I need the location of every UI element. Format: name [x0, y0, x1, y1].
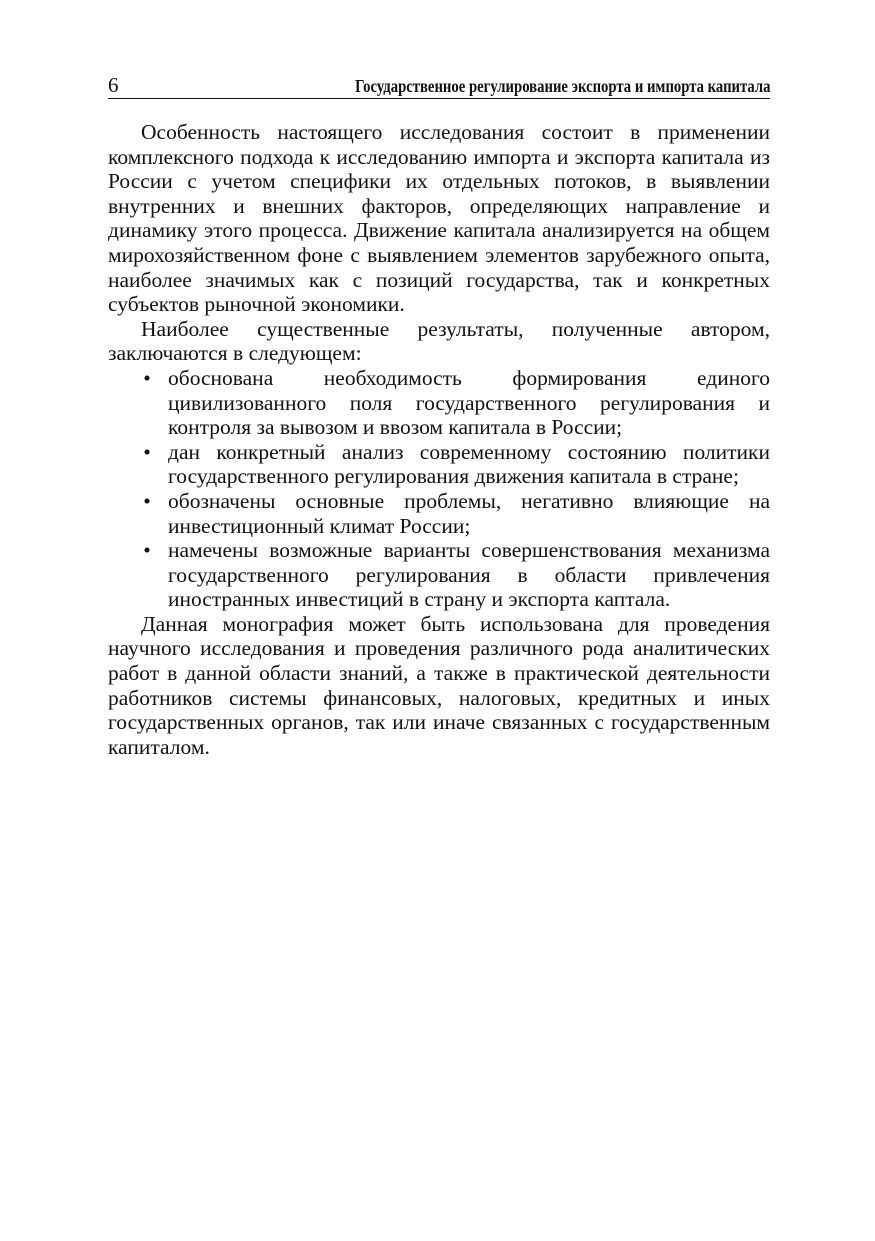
bullet-icon: • [143, 538, 151, 563]
list-item-text: дан конкретный анализ современному состоянию политики государственного регулирования движения капитала в стране; [168, 439, 770, 489]
intro-paragraph: Особенность настоящего исследования состоит в применении комплексного подхода к исследованию импорта и экспорта капитала из России с учетом специфики их отдельных потоков, в выявлении внутренних и внешних факторов, определяющих направление и динамику этого процесса. Движение капитала анализируется на общем мирохозяйственном фоне с выявлением элементов зарубежного опыта, наиболее значимых как с позиций государства, так и конкретных субъектов рыночной экономики. [108, 120, 770, 317]
results-lead-paragraph: Наиболее существенные результаты, полученные автором, заключаются в следующем: [108, 316, 770, 366]
list-item-text: обоснована необходимость формирования единого цивилизованного поля государственного регулирования и контроля за вывозом и ввозом капитала в России; [168, 365, 770, 440]
list-item [143, 538, 770, 612]
list-item-text: намечены возможные варианты совершенствования механизма государственного регулирования в области привлечения иностранных инвестиций в страну и экспорта каптала. [168, 538, 770, 612]
body-text [108, 120, 770, 759]
list-item [143, 365, 770, 440]
results-list [108, 366, 770, 612]
list-item-text: обозначены основные проблемы, негативно влияющие на инвестиционный климат России; [168, 488, 770, 538]
bullet-icon: • [143, 365, 151, 390]
running-header [108, 72, 770, 99]
closing-paragraph: Данная монография может быть использована для проведения научного исследования и проведения различного рода аналитических работ в данной области знаний, а также в практической деятельности работников системы финансовых, налоговых, кредитных и иных государственных органов, так или иначе связанных с государственным капиталом. [108, 611, 770, 759]
page-number: 6 [108, 73, 119, 97]
running-title: Государственное регулирование экспорта и импорта капитала [354, 76, 770, 96]
list-item [143, 488, 770, 538]
bullet-icon: • [143, 439, 151, 464]
list-item [143, 439, 770, 489]
bullet-icon: • [143, 488, 151, 513]
